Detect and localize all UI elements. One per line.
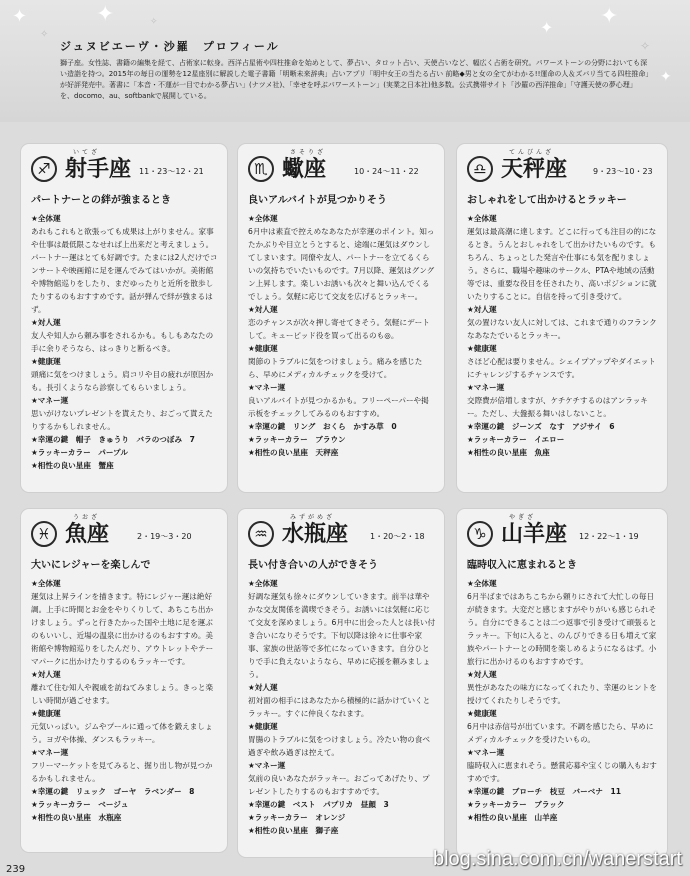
section-label: ★健康運 <box>248 344 278 353</box>
section-label: ★健康運 <box>467 344 497 353</box>
card-headline: 長い付き合いの人ができそう <box>248 560 378 571</box>
lucky-item: ★幸運の鍵 リュック ゴーヤ ラベンダー 8 <box>31 787 195 796</box>
lucky-item: ★幸運の鍵 ジーンズ なす アジサイ 6 <box>467 422 615 431</box>
section-text: 思いがけないプレゼントを貰えたり、おごって貰えたりするかもしれません。 <box>31 409 213 431</box>
section-text: 臨時収入に恵まれそう。懸賞応募や宝くじの購入もおすすめです。 <box>467 761 657 783</box>
sign-header <box>248 514 436 557</box>
sparkle-icon: ✦ <box>660 69 672 85</box>
section-label: ★健康運 <box>248 722 278 731</box>
section-label: ★対人運 <box>248 305 278 314</box>
card-content <box>31 577 219 824</box>
lucky-item: ★幸運の鍵 ベスト パプリカ 昼顔 3 <box>248 800 389 809</box>
section-label: ★健康運 <box>467 709 497 718</box>
profile-title: ジュヌビエーヴ・沙羅 プロフィール <box>60 40 280 53</box>
section-text: 交際費が倍増しますが、ケチケチするのはアンラッキー。ただし、大盤振る舞いはしないこと。 <box>467 396 648 418</box>
sign-header <box>467 149 659 192</box>
section-text: 離れて住む知人や親戚を訪ねてみましょう。きっと楽しい時間が過ごせます。 <box>31 683 214 705</box>
sign-header <box>31 514 219 557</box>
sign-ruby: うおざ <box>73 514 101 521</box>
sign-name: 天秤座 <box>501 156 568 182</box>
section-text: さほど心配は要りません。シェイプアップやダイエットにチャレンジするチャンスです。 <box>467 357 656 379</box>
section-label: ★全体運 <box>31 214 61 223</box>
sparkle-icon: ✧ <box>40 29 49 40</box>
sparkle-icon: ✦ <box>600 4 619 29</box>
card-headline: おしゃれをして出かけるとラッキー <box>467 195 627 206</box>
lucky-item: ★相性の良い星座 魚座 <box>467 448 550 457</box>
lucky-item: ★相性の良い星座 水瓶座 <box>31 813 122 822</box>
zodiac-sign-icon: ♐ <box>31 156 57 182</box>
card-headline: 臨時収入に恵まれるとき <box>467 560 577 571</box>
sign-name: 射手座 <box>65 156 132 182</box>
lucky-item: ★ラッキーカラー パープル <box>31 448 128 457</box>
sign-dates: 9・23～10・23 <box>593 167 653 176</box>
sparkle-icon: ✦ <box>96 2 115 27</box>
lucky-item: ★相性の良い星座 天秤座 <box>248 448 339 457</box>
card-content <box>467 212 659 459</box>
section-label: ★マネー運 <box>467 383 505 392</box>
section-text: フリーマーケットを見てみると、掘り出し物が見つかるかもしれません。 <box>31 761 213 783</box>
sparkle-icon: ✦ <box>540 18 554 37</box>
sign-dates: 11・23～12・21 <box>139 167 204 176</box>
sparkle-icon: ✧ <box>640 39 651 53</box>
section-text: 6月中は赤信号が出ています。不調を感じたら、早めにメディカルチェックを受けたいもの。 <box>467 722 654 744</box>
card-content <box>248 577 436 837</box>
section-label: ★対人運 <box>467 305 497 314</box>
sign-dates: 10・24～11・22 <box>354 167 419 176</box>
horoscope-card <box>456 143 668 493</box>
section-label: ★対人運 <box>248 683 278 692</box>
sign-ruby: てんびんざ <box>509 149 555 156</box>
lucky-item: ★相性の良い星座 山羊座 <box>467 813 558 822</box>
section-label: ★全体運 <box>248 579 278 588</box>
section-text: 好調な運気も徐々にダウンしていきます。前半は華やかな交友関係を満喫できそう。お誘いには気軽に応じて交友を深めましょう。6月中に出会った人とは長い付き合いになりそうです。下旬以降は徐々に仕事や家事、家族の世話等で多忙になっていきます。自分ひとりで手に負えないようなら、早めに応援を頼みましょう。 <box>248 592 436 679</box>
sign-name: 魚座 <box>65 521 110 547</box>
section-text: 良いアルバイトが見つかるかも。フリーペーパーや掲示板をチェックしてみるのもおすすめ。 <box>248 396 429 418</box>
sign-dates: 12・22～1・19 <box>579 532 639 541</box>
card-content <box>31 212 219 472</box>
section-label: ★対人運 <box>467 670 497 679</box>
zodiac-sign-icon: ♏ <box>248 156 274 182</box>
section-text: 元気いっぱい。ジムやプールに通って体を鍛えましょう。ヨガや体操、ダンスもラッキー。 <box>31 722 213 744</box>
profile-text: 獅子座。女性誌、書籍の編集を経て、占術家に転身。西洋占星術や四柱推命を始めとして、夢占い、タロット占い、天使占いなど、幅広く占術を研究。パワーストーンの分野においても深い造詣を持つ。2015年の毎日の運勢を12星座別に解説した電子書籍「明晰未来辞典」占いアプリ「明中女王の当たる占い 前略◆男と女の全てがわかる!!運命の人＆ズバリ当てる四柱推命」が好評発売中。著書に「本音・不運が一目でわかる夢占い」(ナツメ社)、「幸せを呼ぶパワーストーン」(実業之日本社)他多数。公式携帯サイト「沙羅の西洋推命」「守護天使の夢心理」を、docomo、au、softbankで展開している。 <box>60 59 649 100</box>
section-text: 6月半ばまではあちこちから頼りにされて大忙しの毎日が続きます。大変だと感じますがやりがいも感じられそう。自分にできることは二つ返事で引き受けて頑張るとラッキー。下旬に入ると、のんびりできる日も増えて家族やパートナーとの時間を楽しめるようになるはず。小旅行に出かけるのもおすすめです。 <box>467 592 657 666</box>
watermark-text: blog.sina.com.cn/wanerstart <box>432 848 682 870</box>
section-label: ★マネー運 <box>248 383 286 392</box>
page-number: 239 <box>6 864 26 875</box>
section-label: ★健康運 <box>31 709 61 718</box>
section-text: 関節のトラブルに気をつけましょう。痛みを感じたら、早めにメディカルチェックを受けて。 <box>248 357 423 379</box>
horoscope-card <box>237 508 445 858</box>
section-text: 気の置けない友人に対しては、これまで通りのフランクなあなたでいるとラッキー。 <box>467 318 657 340</box>
section-label: ★全体運 <box>31 579 61 588</box>
zodiac-sign-icon: ♎ <box>467 156 493 182</box>
sign-ruby: さそりざ <box>290 149 327 156</box>
zodiac-sign-icon: ♒ <box>248 521 274 547</box>
horoscope-card <box>20 143 228 493</box>
sign-header <box>31 149 219 192</box>
section-text: 6月中は素直で控えめなあなたが幸運のポイント。知ったかぶりや目立とうとすると、途端に運気はダウンしてしまいます。同僚や友人、パートナーを立てるくらいの気持ちでいたいものです。7月以降、運気はグングン上昇します。楽しいお誘いも次々と舞い込んでくるでしょう。気軽に応じて交友を広げるとラッキー。 <box>248 227 435 301</box>
section-label: ★全体運 <box>467 214 497 223</box>
lucky-item: ★ラッキーカラー ベージュ <box>31 800 129 809</box>
lucky-item: ★ラッキーカラー イエロー <box>467 435 565 444</box>
sign-ruby: やぎざ <box>509 514 537 521</box>
lucky-item: ★相性の良い星座 獅子座 <box>248 826 339 835</box>
section-label: ★マネー運 <box>467 748 505 757</box>
section-label: ★健康運 <box>31 357 61 366</box>
card-content <box>248 212 436 459</box>
zodiac-sign-icon: ♓ <box>31 521 57 547</box>
sparkle-icon: ✦ <box>12 6 28 27</box>
section-label: ★対人運 <box>31 670 61 679</box>
lucky-item: ★幸運の鍵 リング おくら かすみ草 0 <box>248 422 397 431</box>
horoscope-card <box>20 508 228 853</box>
sign-ruby: いてざ <box>73 149 101 156</box>
lucky-item: ★ラッキーカラー ブラック <box>467 800 565 809</box>
section-label: ★マネー運 <box>31 748 69 757</box>
sparkle-icon: ✧ <box>150 17 158 27</box>
lucky-item: ★幸運の鍵 ブローチ 枝豆 バーベナ 11 <box>467 787 622 796</box>
sign-ruby: みずがめざ <box>290 514 336 521</box>
section-text: あれもこれもと欲張っても成果は上がりません。家事や仕事は最低限こなせれば上出来だと考えましょう。パートナー運はとても好調です。たまには2人だけでコンサートや映画館に足を運んでみてはいかが。美術館や博物館巡りをしたり、まだゆったりと近所を散歩したりするのもおすすめです。話が弾んで絆が強まるはず。 <box>31 227 218 314</box>
sign-name: 水瓶座 <box>282 521 349 547</box>
sign-header <box>248 149 436 192</box>
card-headline: 大いにレジャーを楽しんで <box>31 560 151 571</box>
lucky-item: ★相性の良い星座 蟹座 <box>31 461 114 470</box>
lucky-item: ★幸運の鍵 帽子 きゅうり バラのつぼみ 7 <box>31 435 195 444</box>
section-label: ★マネー運 <box>248 761 286 770</box>
sign-dates: 1・20～2・18 <box>370 532 425 541</box>
horoscope-card <box>456 508 668 858</box>
section-text: 胃腸のトラブルに気をつけましょう。冷たい物の食べ過ぎや飲み過ぎは控えて。 <box>248 735 430 757</box>
horoscope-card <box>237 143 445 493</box>
section-text: 運気は上昇ラインを描きます。特にレジャー運は絶好調。上手に時間とお金をやりくりして、あちこち出かけましょう。ずっと行きたかった国や土地に足を運ぶのもいいし、近場の温泉に出かけるのもおすすめ。美術館や博物館巡りをしたんだり、アウトレットやテーマパークに出かけたりするのもラッキーです。 <box>31 592 214 666</box>
profile-header <box>0 0 690 122</box>
section-text: 恋のチャンスが次々押し寄せてきそう。気軽にデートして。キューピッド役を買って出るのも◎。 <box>248 318 430 340</box>
section-label: ★全体運 <box>248 214 278 223</box>
section-text: 気前の良いあなたがラッキー。おごってあげたり、プレゼントしたりするのもおすすめです。 <box>248 774 430 796</box>
sign-header <box>467 514 659 557</box>
section-text: 運気は最高潮に達します。どこに行っても注目の的になるとき。うんとおしゃれをして出かけたいものです。もちろん、ちょっとした発言や仕事にも気を配りましょう。さらに、職場や趣味のサークル、PTAや地域の活動等では、重要な役目を任されたり、高いポジションに就いたりすることに。自信を持って引き受けて。 <box>467 227 657 301</box>
sign-name: 山羊座 <box>501 521 568 547</box>
section-label: ★マネー運 <box>31 396 69 405</box>
section-label: ★対人運 <box>31 318 61 327</box>
card-headline: 良いアルバイトが見つかりそう <box>248 195 387 206</box>
section-label: ★全体運 <box>467 579 497 588</box>
sign-dates: 2・19～3・20 <box>137 532 192 541</box>
section-text: 異性があなたの味方になってくれたり、幸運のヒントを授けてくれたりしそうです。 <box>467 683 657 705</box>
section-text: 頭痛に気をつけましょう。肩コリや目の疲れが原因かも。長引くようなら診察してもらいましょう。 <box>31 370 214 392</box>
section-text: 初対面の相手にはあなたから積極的に話かけていくとラッキー。すぐに仲良くなれます。 <box>248 696 431 718</box>
card-headline: パートナーとの絆が強まるとき <box>31 195 171 206</box>
sign-name: 蠍座 <box>282 156 327 182</box>
lucky-item: ★ラッキーカラー ブラウン <box>248 435 346 444</box>
card-content <box>467 577 659 824</box>
section-text: 友人や知人から頼み事をされるかも。もしもあなたの手に余りそうなら、はっきりと断るべき。 <box>31 331 214 353</box>
lucky-item: ★ラッキーカラー オレンジ <box>248 813 346 822</box>
zodiac-sign-icon: ♑ <box>467 521 493 547</box>
